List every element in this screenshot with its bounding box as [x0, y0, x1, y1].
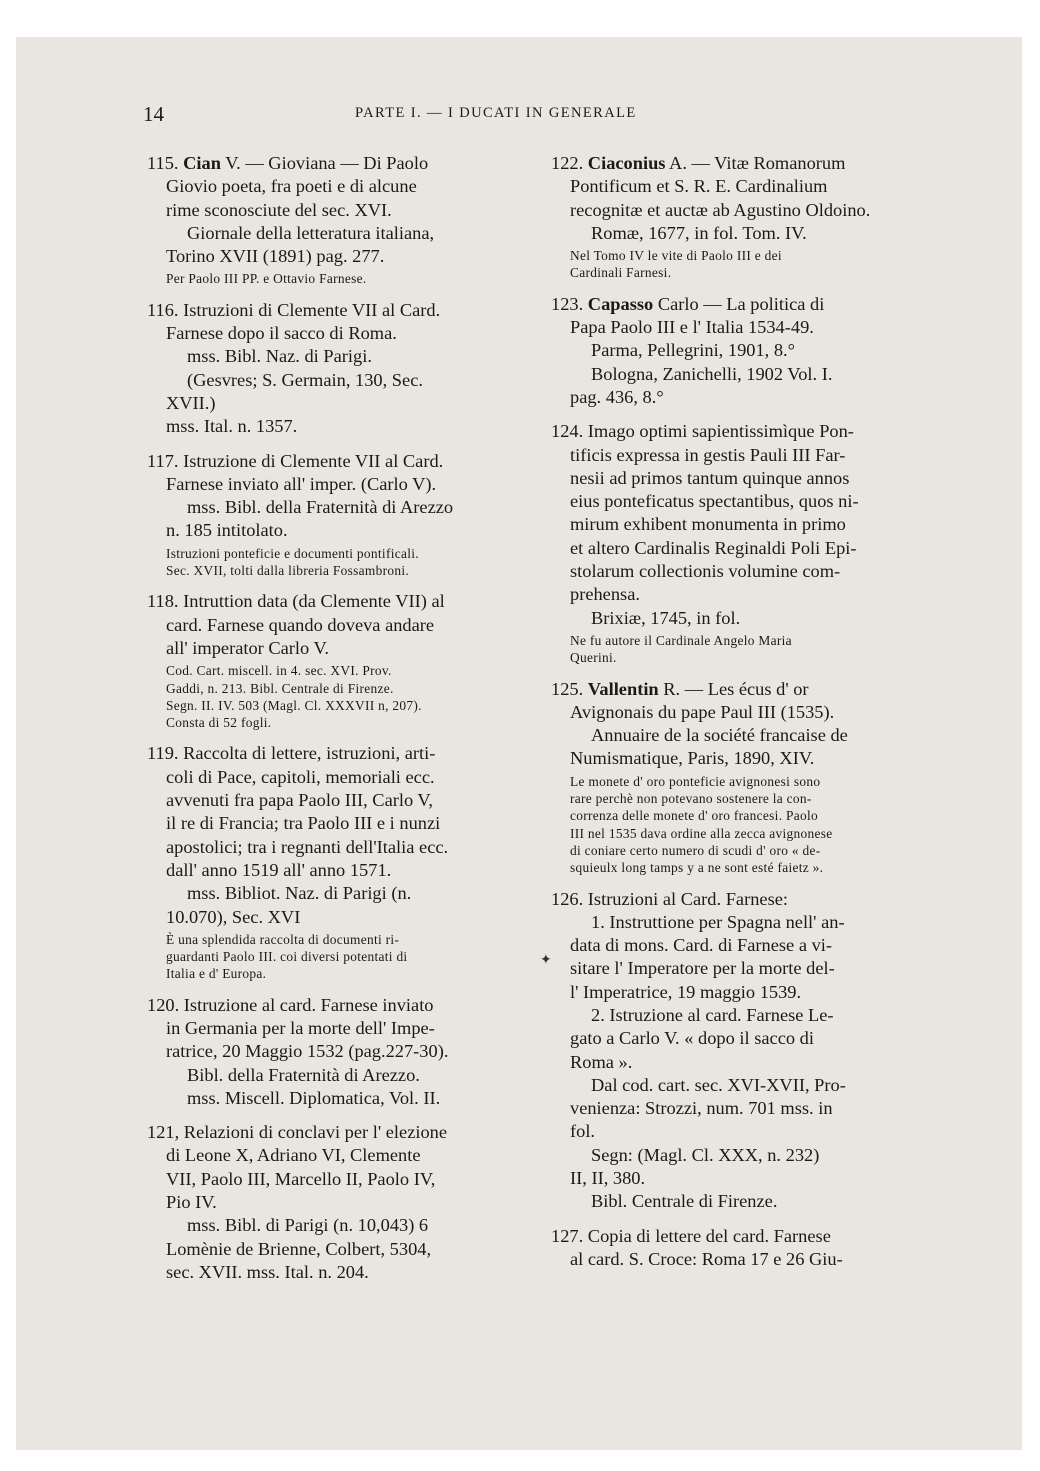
note-line: Querini. — [570, 650, 617, 666]
entry-line: di Leone X, Adriano VI, Clemente — [166, 1145, 421, 1166]
entry-number: 125. — [551, 678, 584, 699]
note-line: squieulx long tamps y a ne sont esté faietz ». — [570, 860, 824, 876]
entry-first-line — [551, 888, 929, 911]
entry-line: Roma ». — [570, 1051, 633, 1072]
entry-first-line — [551, 678, 929, 701]
note-line: rare perchè non potevano sostenere la con- — [570, 791, 812, 807]
entry-line: rime sconosciute del sec. XVI. — [166, 199, 392, 220]
entry-first-line — [551, 1225, 929, 1248]
entry-line: mss. Bibliot. Naz. di Parigi (n. — [187, 883, 412, 904]
bibliography-entry — [551, 152, 929, 282]
note-line: Ne fu autore il Cardinale Angelo Maria — [570, 632, 792, 648]
entry-note — [551, 247, 929, 282]
entry-title-start: Istruzione al card. Farnese inviato — [183, 994, 434, 1015]
entry-number: 124. — [551, 421, 584, 442]
note-line: Consta di 52 fogli. — [166, 715, 272, 731]
left-column — [147, 152, 523, 1295]
entry-line: mss. Bibl. della Fraternità di Arezzo — [187, 497, 454, 518]
entry-note — [147, 662, 523, 731]
entry-number: 118. — [147, 591, 179, 612]
bibliography-entry — [147, 450, 523, 580]
bibliography-entry — [147, 742, 523, 982]
entry-line: data di mons. Card. di Farnese a vi- — [570, 935, 833, 956]
page-number: 14 — [143, 102, 164, 126]
entry-line: apostolici; tra i regnanti dell'Italia ecc. — [166, 836, 449, 857]
entry-line: Bibl. Centrale di Firenze. — [591, 1191, 778, 1212]
entry-line: recognitæ et auctæ ab Agustino Oldoino. — [570, 199, 871, 220]
entry-line: Parma, Pellegrini, 1901, 8.° — [591, 340, 796, 361]
note-line: Gaddi, n. 213. Bibl. Centrale di Firenze. — [166, 680, 394, 696]
margin-mark: ✦ — [540, 953, 552, 968]
entry-title-start: A. — Vitæ Romanorum — [665, 153, 846, 173]
entry-line: mss. Miscell. Diplomatica, Vol. II. — [187, 1087, 441, 1108]
note-line: di coniare certo numero di scudi d' oro « de- — [570, 842, 821, 858]
entry-first-line — [147, 299, 523, 322]
entry-line: Avignonais du pape Paul III (1535). — [570, 701, 835, 722]
entry-line: et altero Cardinalis Reginaldi Poli Epi- — [570, 537, 857, 558]
entry-line: Bologna, Zanichelli, 1902 Vol. I. — [591, 363, 833, 384]
entry-first-line — [551, 293, 929, 316]
entry-title-start: V. — Gioviana — Di Paolo — [220, 153, 429, 173]
entry-line: Farnese inviato all' imper. (Carlo V). — [166, 473, 437, 494]
running-title: PARTE I. — I DUCATI IN GENERALE — [355, 105, 637, 121]
entry-number: 119. — [147, 743, 179, 764]
entry-line: (Gesvres; S. Germain, 130, Sec. — [187, 369, 423, 390]
entry-first-line — [551, 420, 929, 443]
right-column — [551, 152, 929, 1282]
bibliography-entry — [147, 299, 523, 439]
entry-line: dall' anno 1519 all' anno 1571. — [166, 859, 392, 880]
entry-line: VII, Paolo III, Marcello II, Paolo IV, — [166, 1168, 436, 1189]
entry-number: 122. — [551, 153, 584, 173]
entry-number: 127. — [551, 1225, 584, 1246]
bibliography-entry — [551, 888, 929, 1214]
entry-line: 10.070), Sec. XVI — [166, 906, 301, 927]
entry-first-line — [147, 590, 523, 613]
bibliography-entry — [551, 420, 929, 666]
entry-line: n. 185 intitolato. — [166, 520, 288, 541]
bibliography-entry — [147, 152, 523, 288]
entry-number: 116. — [147, 299, 179, 320]
note-line: Italia e d' Europa. — [166, 966, 267, 982]
entry-number: 121, — [147, 1122, 180, 1143]
page-header — [143, 102, 718, 126]
entry-author: Ciaconius — [587, 153, 666, 173]
entry-line: 2. Istruzione al card. Farnese Le- — [591, 1004, 834, 1025]
entry-author: Capasso — [587, 293, 654, 314]
entry-line: coli di Pace, capitoli, memoriali ecc. — [166, 766, 435, 787]
entry-title-start: Istruzioni al Card. Farnese: — [587, 888, 788, 909]
entry-line: II, II, 380. — [570, 1168, 646, 1189]
entry-line: sec. XVII. mss. Ital. n. 204. — [166, 1261, 369, 1282]
entry-line: card. Farnese quando doveva andare — [166, 614, 435, 635]
entry-first-line — [147, 742, 523, 765]
entry-line: Segn: (Magl. Cl. XXX, n. 232) — [591, 1144, 820, 1165]
entry-title-start: Istruzione di Clemente VII al Card. — [183, 450, 444, 471]
entry-line: Papa Paolo III e l' Italia 1534-49. — [570, 317, 814, 338]
entry-title-start: Carlo — La politica di — [653, 293, 825, 314]
entry-first-line — [551, 152, 929, 175]
entry-first-line — [147, 1121, 523, 1144]
bibliography-entry — [147, 590, 523, 731]
entry-line: Lomènie de Brienne, Colbert, 5304, — [166, 1238, 432, 1259]
entry-line: Bibl. della Fraternità di Arezzo. — [187, 1064, 420, 1085]
entry-line: Giornale della letteratura italiana, — [187, 222, 435, 243]
entry-line: nesii ad primos tantum quinque annos — [570, 467, 850, 488]
entry-line: mss. Ital. n. 1357. — [166, 416, 298, 437]
entry-line: in Germania per la morte dell' Impe- — [166, 1017, 435, 1038]
entry-number: 120. — [147, 994, 180, 1015]
entry-line: Pio IV. — [166, 1192, 217, 1213]
bibliography-entry — [551, 1225, 929, 1272]
entry-title-start: Raccolta di lettere, istruzioni, arti- — [183, 743, 436, 764]
bibliography-entry — [551, 293, 929, 409]
entry-note — [147, 931, 523, 983]
bibliography-entry — [551, 678, 929, 877]
entry-line: venienza: Strozzi, num. 701 mss. in — [570, 1098, 833, 1119]
entry-line: il re di Francia; tra Paolo III e i nunzi — [166, 813, 441, 834]
bibliography-entry — [147, 1121, 523, 1284]
entry-note — [551, 773, 929, 877]
entry-line: Farnese dopo il sacco di Roma. — [166, 323, 397, 344]
entry-line: Giovio poeta, fra poeti e di alcune — [166, 176, 417, 197]
entry-line: mss. Bibl. Naz. di Parigi. — [187, 346, 372, 367]
note-line: Cod. Cart. miscell. in 4. sec. XVI. Prov. — [166, 663, 392, 679]
entry-number: 123. — [551, 293, 584, 314]
entry-line: fol. — [570, 1121, 596, 1142]
entry-note — [147, 545, 523, 580]
entry-note — [147, 270, 523, 287]
entry-line: ratrice, 20 Maggio 1532 (pag.227-30). — [166, 1041, 449, 1062]
entry-title-start: Relazioni di conclavi per l' elezione — [183, 1122, 448, 1143]
entry-title-start: R. — Les écus d' or — [658, 678, 809, 699]
entry-author: Cian — [183, 153, 221, 173]
entry-line: stolarum collectionis volumine com- — [570, 561, 841, 582]
entry-title-start: Istruzioni di Clemente VII al Card. — [183, 299, 441, 320]
entry-line: avvenuti fra papa Paolo III, Carlo V, — [166, 790, 433, 811]
entry-line: tificis expressa in gestis Pauli III Far- — [570, 444, 846, 465]
entry-line: mss. Bibl. di Parigi (n. 10,043) 6 — [187, 1215, 429, 1236]
entry-line: Pontificum et S. R. E. Cardinalium — [570, 176, 828, 197]
entry-line: Numismatique, Paris, 1890, XIV. — [570, 748, 815, 769]
entry-line: Romæ, 1677, in fol. Tom. IV. — [591, 222, 807, 243]
entry-number: 115. — [147, 153, 179, 173]
bibliography-entry — [147, 994, 523, 1110]
note-line: Istruzioni ponteficie e documenti pontificali. — [166, 545, 419, 561]
note-line: Segn. II. IV. 503 (Magl. Cl. XXXVII n, 207). — [166, 697, 422, 713]
entry-line: Torino XVII (1891) pag. 277. — [166, 246, 385, 267]
entry-author: Vallentin — [587, 678, 659, 699]
entry-line: sitare l' Imperatore per la morte del- — [570, 958, 835, 979]
entry-line: eius ponteficatus spectantibus, quos ni- — [570, 491, 859, 512]
note-line: Per Paolo III PP. e Ottavio Farnese. — [166, 271, 367, 287]
note-line: È una splendida raccolta di documenti ri- — [166, 931, 400, 947]
entry-line: 1. Instruttione per Spagna nell' an- — [591, 911, 845, 932]
entry-line: prehensa. — [570, 584, 640, 605]
note-line: Cardinali Farnesi. — [570, 265, 672, 281]
entry-line: al card. S. Croce: Roma 17 e 26 Giu- — [570, 1248, 843, 1269]
entry-first-line — [147, 450, 523, 473]
note-line: III nel 1535 dava ordine alla zecca avignonese — [570, 825, 833, 841]
entry-line: Dal cod. cart. sec. XVI-XVII, Pro- — [591, 1074, 846, 1095]
entry-line: Annuaire de la société francaise de — [591, 725, 848, 746]
note-line: Sec. XVII, tolti dalla libreria Fossambroni. — [166, 563, 410, 579]
entry-first-line — [147, 152, 523, 175]
entry-number: 126. — [551, 888, 584, 909]
entry-title-start: Imago optimi sapientissimìque Pon- — [587, 421, 854, 442]
note-line: Le monete d' oro ponteficie avignonesi sono — [570, 773, 821, 789]
entry-line: mirum exhibent monumenta in primo — [570, 514, 846, 535]
entry-line: Brixiæ, 1745, in fol. — [591, 607, 741, 628]
entry-first-line — [147, 994, 523, 1017]
entry-line: all' imperator Carlo V. — [166, 637, 330, 658]
note-line: correnza delle monete d' oro francesi. Paolo — [570, 808, 818, 824]
note-line: guardanti Paolo III. coi diversi potentati di — [166, 949, 408, 965]
entry-line: gato a Carlo V. « dopo il sacco di — [570, 1028, 814, 1049]
entry-title-start: Copia di lettere del card. Farnese — [587, 1225, 831, 1246]
note-line: Nel Tomo IV le vite di Paolo III e dei — [570, 248, 782, 264]
entry-title-start: Intruttion data (da Clemente VII) al — [183, 591, 445, 612]
entry-line: pag. 436, 8.° — [570, 386, 664, 407]
entry-number: 117. — [147, 450, 179, 471]
entry-line: XVII.) — [166, 392, 216, 413]
entry-line: l' Imperatrice, 19 maggio 1539. — [570, 981, 802, 1002]
entry-note — [551, 632, 929, 667]
